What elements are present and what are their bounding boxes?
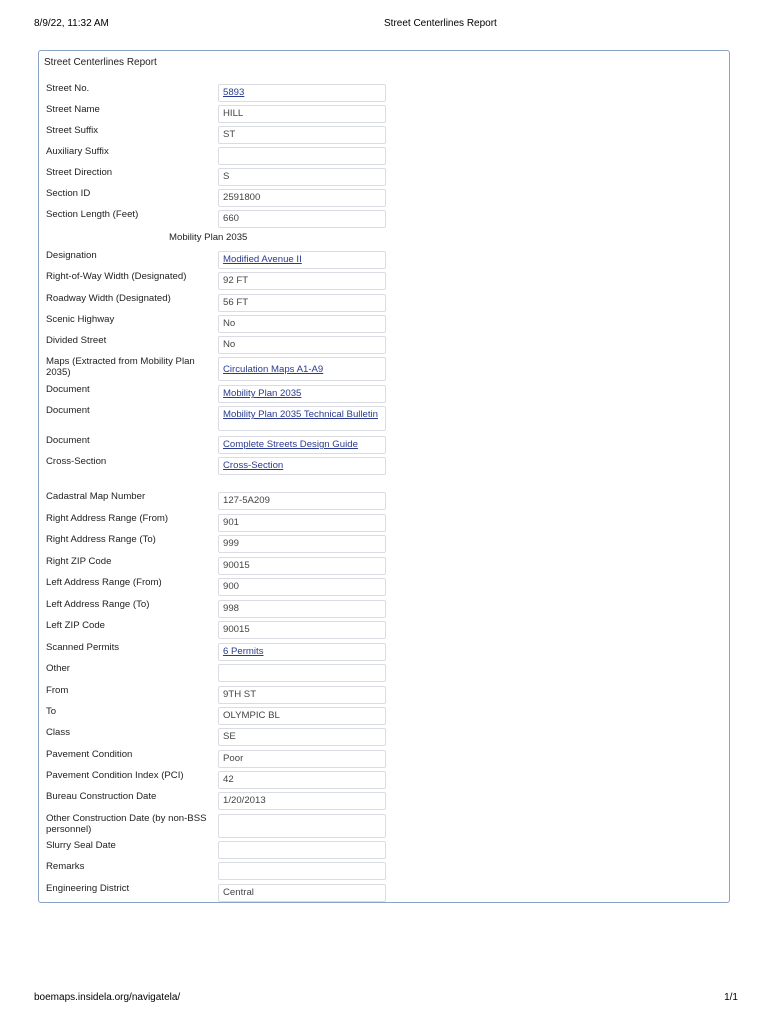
field-label: Auxiliary Suffix xyxy=(46,146,109,157)
field-value xyxy=(218,862,386,880)
field-label: Left Address Range (To) xyxy=(46,599,150,610)
field-label: Pavement Condition xyxy=(46,749,133,760)
field-value: No xyxy=(218,336,386,354)
page-number: 1/1 xyxy=(724,992,738,1003)
field-label: Engineering District xyxy=(46,883,130,894)
field-label: Other xyxy=(46,663,70,674)
field-value: 901 xyxy=(218,514,386,532)
field-label: Left Address Range (From) xyxy=(46,577,162,588)
field-label: Document xyxy=(46,384,90,395)
field-label: To xyxy=(46,706,57,717)
cross-section-link[interactable]: Cross-Section xyxy=(218,457,386,475)
mobility-plan-link[interactable]: Mobility Plan 2035 xyxy=(218,385,386,403)
field-value: OLYMPIC BL xyxy=(218,707,386,725)
field-value: 56 FT xyxy=(218,294,386,312)
print-header xyxy=(34,18,754,32)
field-value: 998 xyxy=(218,600,386,618)
field-label: Left ZIP Code xyxy=(46,620,106,631)
field-value: ST xyxy=(218,126,386,144)
field-value: SE xyxy=(218,728,386,746)
designation-link[interactable]: Modified Avenue II xyxy=(218,251,386,269)
field-label: Remarks xyxy=(46,861,85,872)
field-label: Street Name xyxy=(46,104,100,115)
technical-bulletin-link[interactable]: Mobility Plan 2035 Technical Bulletin xyxy=(218,406,386,431)
field-label: Scanned Permits xyxy=(46,642,120,653)
field-label: Street Direction xyxy=(46,167,113,178)
field-value: 2591800 xyxy=(218,189,386,207)
field-label: Cadastral Map Number xyxy=(46,491,146,502)
field-label: Class xyxy=(46,727,70,738)
print-title: Street Centerlines Report xyxy=(384,18,497,29)
field-label: Right Address Range (From) xyxy=(46,513,169,524)
field-label: Right Address Range (To) xyxy=(46,534,156,545)
field-value: 9TH ST xyxy=(218,686,386,704)
field-label: Maps (Extracted from Mobility Plan 2035) xyxy=(46,356,195,378)
field-value: Central xyxy=(218,884,386,902)
field-label: Scenic Highway xyxy=(46,314,115,325)
field-value: 900 xyxy=(218,578,386,596)
field-label: Pavement Condition Index (PCI) xyxy=(46,770,184,781)
field-value: 92 FT xyxy=(218,272,386,290)
field-label: Section ID xyxy=(46,188,91,199)
print-url: boemaps.insidela.org/navigatela/ xyxy=(34,992,181,1003)
field-label: Roadway Width (Designated) xyxy=(46,293,171,304)
field-value: Poor xyxy=(218,750,386,768)
field-value: 90015 xyxy=(218,621,386,639)
field-label: Street Suffix xyxy=(46,125,99,136)
field-value: 127-5A209 xyxy=(218,492,386,510)
field-label: Right ZIP Code xyxy=(46,556,112,567)
field-label: From xyxy=(46,685,69,696)
field-value: S xyxy=(218,168,386,186)
street-no-link[interactable]: 5893 xyxy=(218,84,386,102)
street-centerlines-report xyxy=(38,50,730,903)
field-label: Document xyxy=(46,435,90,446)
report-title: Street Centerlines Report xyxy=(44,57,157,68)
field-value xyxy=(218,841,386,859)
field-value: 1/20/2013 xyxy=(218,792,386,810)
circulation-maps-link[interactable]: Circulation Maps A1-A9 xyxy=(218,357,386,381)
print-date: 8/9/22, 11:32 AM xyxy=(34,18,109,29)
field-value xyxy=(218,664,386,682)
field-label: Bureau Construction Date xyxy=(46,791,157,802)
mobility-plan-heading: Mobility Plan 2035 xyxy=(169,232,248,243)
complete-streets-link[interactable]: Complete Streets Design Guide xyxy=(218,436,386,454)
print-footer xyxy=(34,992,738,1006)
field-value: 999 xyxy=(218,535,386,553)
field-label: Designation xyxy=(46,250,97,261)
field-value: 660 xyxy=(218,210,386,228)
field-label: Section Length (Feet) xyxy=(46,209,139,220)
field-label: Right-of-Way Width (Designated) xyxy=(46,271,187,282)
field-value: No xyxy=(218,315,386,333)
scanned-permits-link[interactable]: 6 Permits xyxy=(218,643,386,661)
field-label: Street No. xyxy=(46,83,90,94)
field-label: Document xyxy=(46,405,90,416)
field-label: Slurry Seal Date xyxy=(46,840,116,851)
field-value xyxy=(218,147,386,165)
field-value xyxy=(218,814,386,838)
field-value: 42 xyxy=(218,771,386,789)
field-label: Cross-Section xyxy=(46,456,107,467)
field-label: Other Construction Date (by non-BSS personnel) xyxy=(46,813,207,835)
field-value: HILL xyxy=(218,105,386,123)
field-value: 90015 xyxy=(218,557,386,575)
field-label: Divided Street xyxy=(46,335,107,346)
